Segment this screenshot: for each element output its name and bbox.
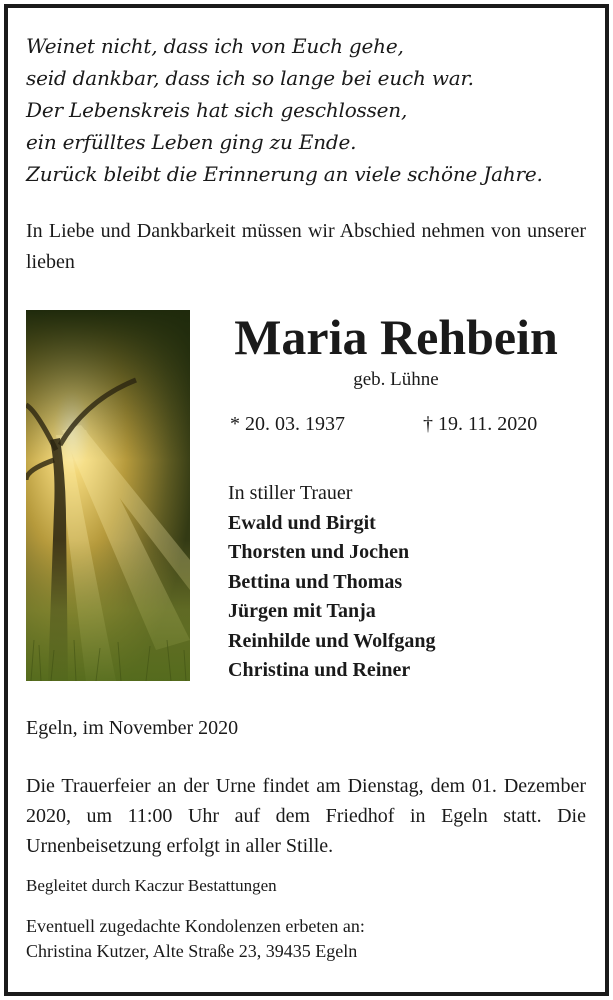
condolence-line: Christina Kutzer, Alte Straße 23, 39435 Egeln bbox=[26, 941, 358, 961]
poem-line: seid dankbar, dass ich so lange bei euch war. bbox=[26, 66, 474, 90]
intro-text: In Liebe und Dankbarkeit müssen wir Abschied nehmen von unserer lieben bbox=[26, 220, 586, 273]
mourner-name: Jürgen mit Tanja bbox=[228, 600, 376, 622]
maiden-name: geb. Lühne bbox=[353, 369, 439, 390]
poem-line: Weinet nicht, dass ich von Euch gehe, bbox=[26, 34, 404, 58]
poem-line: Zurück bleibt die Erinnerung an viele schöne Jahre. bbox=[26, 162, 543, 186]
death-date: † 19. 11. 2020 bbox=[423, 413, 538, 435]
place-date: Egeln, im November 2020 bbox=[26, 717, 239, 739]
forest-sunlight-photo bbox=[26, 310, 190, 681]
mourning-lead: In stiller Trauer bbox=[228, 482, 353, 504]
funeral-service-text: Die Trauerfeier an der Urne findet am Dienstag, dem 01. Dezember 2020, um 11:00 Uhr auf dem Friedhof in Egeln statt. Die Urnenbeisetzung erfolgt in aller Stille. bbox=[26, 775, 586, 857]
poem-line: ein erfülltes Leben ging zu Ende. bbox=[26, 130, 357, 154]
deceased-name: Maria Rehbein bbox=[234, 309, 558, 365]
birth-date: * 20. 03. 1937 bbox=[230, 413, 345, 435]
condolence-line: Eventuell zugedachte Kondolenzen erbeten an: bbox=[26, 916, 365, 936]
condolence-address bbox=[26, 914, 586, 964]
undertaker-note: Begleitet durch Kaczur Bestattungen bbox=[26, 876, 277, 895]
mourner-name: Thorsten und Jochen bbox=[228, 541, 410, 563]
poem-line: Der Lebenskreis hat sich geschlossen, bbox=[26, 98, 408, 122]
poem bbox=[26, 30, 586, 190]
mourner-name: Bettina und Thomas bbox=[228, 570, 403, 593]
mourner-name: Christina und Reiner bbox=[228, 659, 411, 681]
mourner-name: Ewald und Birgit bbox=[228, 511, 376, 534]
mourners-list bbox=[228, 479, 588, 686]
mourner-name: Reinhilde und Wolfgang bbox=[228, 629, 436, 652]
